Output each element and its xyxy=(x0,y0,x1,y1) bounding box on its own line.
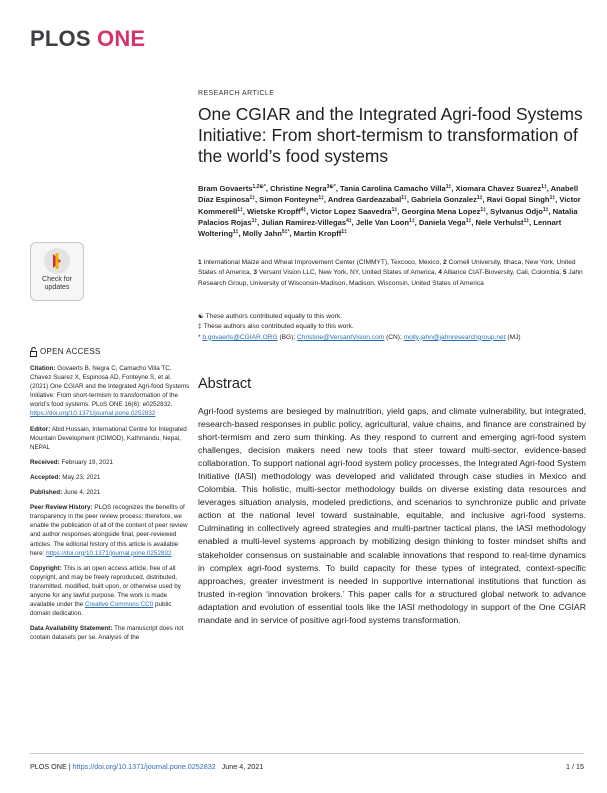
author-notes xyxy=(198,312,586,343)
update-icon xyxy=(44,248,70,274)
open-lock-icon xyxy=(30,347,37,357)
article-type: RESEARCH ARTICLE xyxy=(198,90,275,97)
open-access-label: OPEN ACCESS xyxy=(30,347,190,357)
accepted-block: Accepted: May 23, 2021 xyxy=(30,473,101,481)
sidebar-meta xyxy=(30,364,190,648)
logo-plos: PLOS xyxy=(30,26,91,51)
article-title: One CGIAR and the Integrated Agri-food Systems Initiative: From short-termism to transformation of the world’s food systems xyxy=(198,104,583,166)
email-link-mj[interactable]: molly.jahn@jahnresearchgroup.net xyxy=(403,333,506,341)
abstract-text: Agri-food systems are besieged by malnutrition, yield gaps, and climate vulnerability, but integrated, research-based responses in public policy, agricultural, value chains, and finance are constrained by short-termism and zero sum thinking. As they respond to current and emerging agri-food system challenges, decision makers need new tools that steer toward multi-sector, evidence-based collaboration. To support national agri-food system policy processes, the Integrated Agri-food System Initiative (IASI) methodology was developed and validated through case studies in Mexico and Colombia. This holistic, multi-sector methodology builds on diverse existing data resources and leverages situation analysis, modeled predictions, and scenarios to synchronize public and private action at the national level toward sustainable, equitable, and inclusive agri-food systems. Culminating in collectively agreed strategies and multi-partner tactical plans, the IASI methodology enabled a multi-level systems approach by mobilizing design thinking to foster mindset shifts and stakeholder consensus on sustainable and scalable innovations that respond to real-time dynamics in complex agri-food systems. To build capacity for these types of integrated, context-specific approaches, greater investment is needed in supportive international institutions that function as trusted in-region ‘innovation brokers.’ This paper calls for a structured global network to advance adaptation and evolution of essential tools like the IASI methodology in support of the One CGIAR mandate and in service of positive agri-food systems transformation. xyxy=(198,406,586,625)
review-doi-link[interactable]: https://doi.org/10.1371/journal.pone.0252832 xyxy=(46,549,172,557)
citation-block: Citation: Govaerts B, Negra C, Camacho Villa TC, Chavez Suarez X, Espinosa AD, Fonteyne S, et al. (2021) One CGIAR and the Integrated Agri-food Systems Initiative: From short-termism to transformation of the world’s food systems. PLoS ONE 16(6): e0252832. https://doi.org/10.1371/journal.pone.0252832 xyxy=(30,365,190,418)
footer-doi-link[interactable]: https://doi.org/10.1371/journal.pone.0252832 xyxy=(72,762,216,771)
author-list: Bram Govaerts$^{1,2☯*}$, Christine Negra$^{3☯*}$, Tania Carolina Camacho Villa$^{1\ddagger}$, Xiomara Chavez Suarez$^{1\ddagger}$, Anabell Diaz Espinosa$^{1\ddagger}$, Simon Fonteyne$^{1\ddagger}$, Andrea Gardeazabal$^{1\ddagger}$, Gabriela Gonzalez$^{1\ddagger}$, Ravi Gopal Singh$^{1\ddagger}$, Victor Kommerell$^{1\ddagger}$, Wietske Kropff$^{4\ddagger}$, Victor Lopez Saavedra$^{1\ddagger}$, Georgina Mena Lopez$^{1\ddagger}$, Sylvanus Odjo$^{1\ddagger}$, Natalia Palacios Rojas$^{1\ddagger}$, Julian Ramirez-Villegas$^{4\ddagger}$, Jelle Van Loon$^{1\ddagger}$, Daniela Vega$^{1\ddagger}$, Nele Verhulst$^{1\ddagger}$, Lennart Woltering$^{1\ddagger}$, Molly Jahn$^{5\ddagger*}$, Martin Kropff$^{1\ddagger}$ xyxy=(198,184,581,239)
badge-line2: updates xyxy=(44,284,70,291)
received-block: Received: February 19, 2021 xyxy=(30,458,113,466)
page-number: 1 / 15 xyxy=(566,762,584,771)
page-footer: PLOS ONE | https://doi.org/10.1371/journal.pone.0252832 June 4, 2021 1 / 15 xyxy=(30,762,584,771)
data-availability-block: Data Availability Statement: The manuscript does not contain datasets per se. Analysis of the xyxy=(30,625,184,642)
logo-one: ONE xyxy=(97,26,146,51)
published-block: Published: June 4, 2021 xyxy=(30,489,101,497)
email-link-cn[interactable]: Christine@VersantVision.com xyxy=(297,333,385,341)
copyright-block: Copyright: This is an open access article, free of all copyright, and may be freely reproduced, distributed, transmitted, modified, built upon, or otherwise used by anyone for any lawful purpose. The work is made available under the Creative Commons CC0 public domain dedication. xyxy=(30,564,181,618)
note-equal-contribution: ☯ These authors contributed equally to this work. xyxy=(198,313,342,320)
corresponding-authors: * b.govaerts@CGIAR.ORG (BG); Christine@VersantVision.com (CN); molly.jahn@jahnresearchgroup.net (MJ) xyxy=(198,333,521,341)
affiliations: 1 International Maize and Wheat Improvement Center (CIMMYT), Texcoco, Mexico, 2 Cornell University, Ithaca, New York, United States of America, 3 Versant Vision LLC, New York, NY, United States of America, 4 Alliance CIAT-Bioversity, Cali, Colombia, 5 Jahn Research Group, University of Wisconsin-Madison, Madison, Wisconsin, United States of America xyxy=(198,259,583,287)
citation-doi-link[interactable]: https://doi.org/10.1371/journal.pone.0252832 xyxy=(30,410,156,418)
email-link-bg[interactable]: b.govaerts@CGIAR.ORG xyxy=(202,333,278,341)
cc0-link[interactable]: Creative Commons CC0 xyxy=(84,601,154,609)
footer-date: June 4, 2021 xyxy=(221,762,264,771)
badge-line1: Check for xyxy=(42,276,72,283)
peer-review-block: Peer Review History: PLOS recognizes the benefits of transparency in the peer review process; therefore, we enable the publication of all of the content of peer review and author responses alongside final, peer-reviewed articles. The editorial history of this article is available here: https://doi.org/10.1371/journal.pone.0252832 xyxy=(30,504,188,557)
footer-divider xyxy=(30,753,584,754)
check-for-updates-badge[interactable] xyxy=(30,242,84,301)
footer-journal: PLOS ONE xyxy=(30,762,67,771)
note-also-contribution: ‡ These authors also contributed equally to this work. xyxy=(198,323,354,331)
abstract-heading: Abstract xyxy=(198,376,252,392)
journal-logo[interactable] xyxy=(30,26,145,52)
editor-block: Editor: Abid Hussain, International Centre for Integrated Mountain Development (ICIMOD), Kathmandu, Nepal, NEPAL xyxy=(30,425,187,451)
